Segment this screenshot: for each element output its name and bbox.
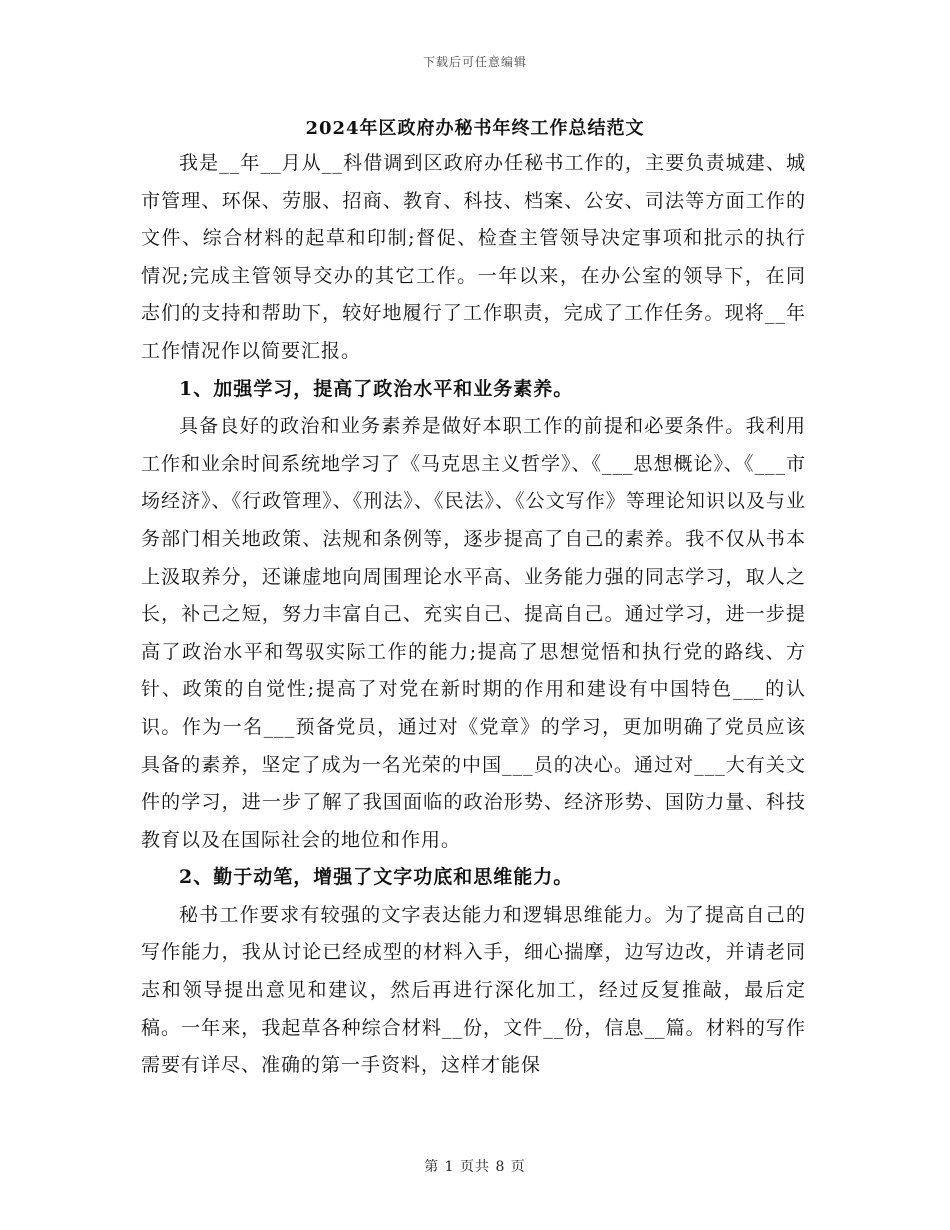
document-body	[141, 145, 806, 1085]
document-title: 2024年区政府办秘书年终工作总结范文	[305, 118, 645, 139]
section-1-paragraph: 具备良好的政治和业务素养是做好本职工作的前提和必要条件。我利用工作和业余时间系统地学习了《马克思主义哲学》、《___思想概论》、《___市场经济》、《行政管理》、《刑法》、《民法》、《公文写作》等理论知识以及与业务部门相关地政策、法规和条例等，逐步提高了自己的素养。我不仅从书本上汲取养分，还谦虚地向周围理论水平高、业务能力强的同志学习，取人之长，补己之短，努力丰富自己、充实自己、提高自己。通过学习，进一步提高了政治水平和驾驭实际工作的能力;提高了思想觉悟和执行党的路线、方针、政策的自觉性;提高了对党在新时期的作用和建设有中国特色___的认识。作为一名___预备党员，通过对《党章》的学习，更加明确了党员应该具备的素养，坚定了成为一名光荣的中国___员的决心。通过对___大有关文件的学习，进一步了解了我国面临的政治形势、经济形势、国防力量、科技教育以及在国际社会的地位和作用。	[141, 415, 807, 851]
section-heading-1: 1、加强学习，提高了政治水平和业务素养。	[179, 377, 574, 400]
page-number: 第 1 页共 8 页	[424, 1159, 526, 1175]
section-2-paragraph: 秘书工作要求有较强的文字表达能力和逻辑思维能力。为了提高自己的写作能力，我从讨论已经成型的材料入手，细心揣摩，边写边改，并请老同志和领导提出意见和建议，然后再进行深化加工，经过反复推敲，最后定稿。一年来，我起草各种综合材料__份，文件__份，信息__篇。材料的写作需要有详尽、准确的第一手资料，这样才能保	[141, 903, 806, 1077]
page-header-note: 下载后可任意编辑	[422, 55, 527, 69]
section-heading-2: 2、勤于动笔，增强了文字功底和思维能力。	[179, 866, 574, 889]
intro-paragraph: 我是__年__月从__科借调到区政府办任秘书工作的，主要负责城建、城市管理、环保、劳服、招商、教育、科技、档案、公安、司法等方面工作的文件、综合材料的起草和印制;督促、检查主管领导决定事项和批示的执行情况;完成主管领导交办的其它工作。一年以来，在办公室的领导下，在同志们的支持和帮助下，较好地履行了工作职责，完成了工作任务。现将__年工作情况作以简要汇报。	[141, 152, 806, 362]
